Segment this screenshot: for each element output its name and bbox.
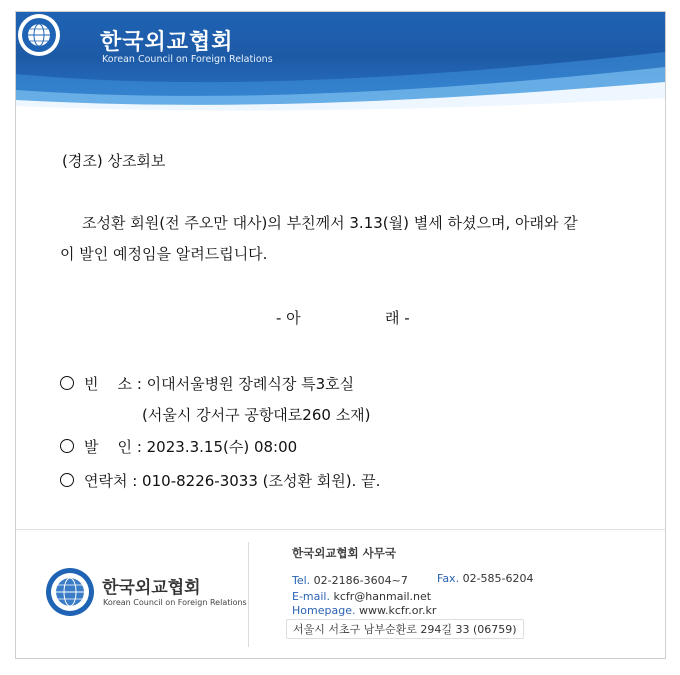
detail-text: 빈 소 : 이대서울병원 장례식장 특3호실 bbox=[84, 375, 355, 393]
detail-item bbox=[142, 404, 371, 425]
fax-label: Fax. bbox=[437, 572, 460, 585]
detail-text: 발 인 : 2023.3.15(수) 08:00 bbox=[84, 438, 298, 456]
detail-item bbox=[60, 373, 354, 394]
circle-bullet-icon bbox=[60, 439, 74, 453]
section-marker-right: 래 - bbox=[385, 309, 410, 327]
notice-heading: (경조) 상조회보 bbox=[62, 152, 166, 170]
footer-office: 한국외교협회 사무국 bbox=[292, 546, 396, 560]
email-frame bbox=[15, 11, 666, 659]
footer-address: 서울시 서초구 남부순환로 294길 33 (06759) bbox=[286, 619, 524, 639]
footer-tel bbox=[292, 574, 408, 587]
footer-homepage bbox=[292, 604, 436, 617]
email-label: E-mail. bbox=[292, 590, 330, 603]
kcfr-emblem-icon bbox=[16, 12, 62, 58]
tel-value: 02-2186-3604~7 bbox=[313, 574, 408, 587]
footer-brand: 한국외교협회 bbox=[102, 578, 201, 598]
homepage-link[interactable]: www.kcfr.or.kr bbox=[358, 604, 437, 617]
section-marker-left: - 아 bbox=[276, 309, 301, 327]
notice-paragraph-line2: 이 발인 예정임을 알려드립니다. bbox=[60, 245, 268, 263]
fax-value: 02-585-6204 bbox=[462, 572, 534, 585]
detail-item bbox=[60, 470, 380, 491]
detail-text: (서울시 강서구 공항대로260 소재) bbox=[142, 406, 371, 424]
detail-item bbox=[60, 436, 297, 457]
tel-label: Tel. bbox=[292, 574, 311, 587]
footer-brand-en: Korean Council on Foreign Relations bbox=[103, 598, 247, 607]
circle-bullet-icon bbox=[60, 473, 74, 487]
org-name: 한국외교협회 bbox=[100, 30, 234, 55]
footer-fax bbox=[437, 572, 534, 585]
homepage-label: Homepage. bbox=[292, 604, 356, 617]
footer-emblem-icon bbox=[45, 567, 95, 617]
circle-bullet-icon bbox=[60, 376, 74, 390]
header-banner bbox=[16, 12, 665, 112]
org-name-en: Korean Council on Foreign Relations bbox=[102, 54, 273, 65]
notice-paragraph-line1: 조성환 회원(전 주오만 대사)의 부친께서 3.13(월) 별세 하셨으며, 아래와 같 bbox=[82, 214, 578, 232]
footer-divider bbox=[248, 542, 249, 647]
footer-email bbox=[292, 590, 431, 603]
detail-text: 연락처 : 010-8226-3033 (조성환 회원). 끝. bbox=[84, 472, 381, 490]
footer-separator bbox=[16, 529, 665, 530]
email-link[interactable]: kcfr@hanmail.net bbox=[333, 590, 432, 603]
